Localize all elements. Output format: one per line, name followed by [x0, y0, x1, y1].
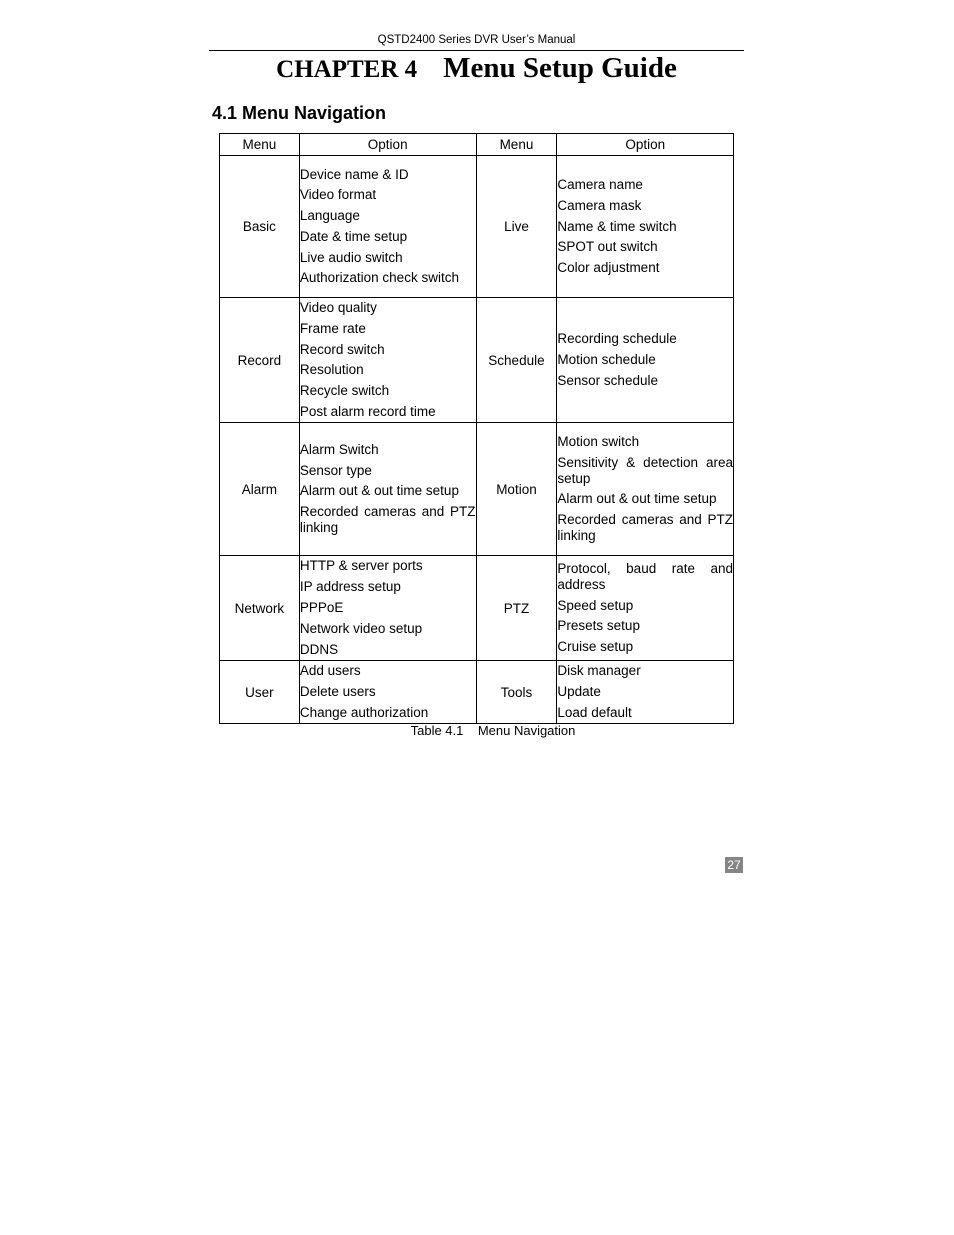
- option-item: Cruise setup: [557, 639, 634, 655]
- option-item: Sensor schedule: [557, 372, 658, 388]
- option-item: SPOT out switch: [557, 239, 658, 255]
- option-item: Sensitivity & detection area setup: [557, 454, 733, 486]
- option-item: Speed setup: [557, 597, 634, 613]
- option-item: Load default: [557, 704, 632, 720]
- menu-name: Live: [476, 156, 557, 298]
- menu-name: Tools: [476, 661, 557, 724]
- option-item: Sensor type: [299, 462, 372, 478]
- option-list: [299, 156, 476, 298]
- menu-name: Network: [220, 556, 300, 661]
- table-row: [220, 156, 734, 298]
- table-row: [220, 423, 734, 556]
- menu-name: Motion: [476, 423, 557, 556]
- option-item: Frame rate: [299, 320, 366, 336]
- table-row: [220, 661, 734, 724]
- option-item: Alarm out & out time setup: [299, 483, 459, 499]
- column-header: Option: [557, 134, 734, 156]
- option-list: [557, 556, 734, 661]
- option-item: Delete users: [299, 684, 376, 699]
- menu-name: Alarm: [220, 423, 300, 556]
- option-item: Live audio switch: [299, 249, 403, 265]
- option-item: Recording schedule: [557, 331, 677, 347]
- option-list: [299, 556, 476, 661]
- option-list: [557, 298, 734, 423]
- option-item: Recorded cameras and PTZ linking: [299, 504, 476, 536]
- section-title: 4.1 Menu Navigation: [212, 103, 387, 123]
- chapter-number: CHAPTER 4: [276, 56, 418, 83]
- option-item: Authorization check switch: [299, 270, 459, 286]
- option-item: Network video setup: [299, 620, 423, 636]
- option-item: Presets setup: [557, 618, 640, 634]
- option-item: IP address setup: [299, 579, 401, 595]
- option-item: Color adjustment: [557, 260, 660, 276]
- option-item: PPPoE: [299, 600, 344, 615]
- option-item: Add users: [299, 663, 361, 679]
- option-item: HTTP & server ports: [299, 558, 423, 574]
- option-item: Alarm Switch: [299, 441, 379, 457]
- option-item: Disk manager: [557, 663, 641, 679]
- option-item: Date & time setup: [299, 228, 408, 244]
- column-header: Menu: [220, 134, 300, 156]
- chapter-title: [209, 52, 744, 85]
- table-row: [220, 556, 734, 661]
- option-item: Alarm out & out time setup: [557, 491, 717, 507]
- option-item: Change authorization: [299, 704, 429, 720]
- page-number: 27: [725, 857, 743, 873]
- option-item: Video quality: [299, 300, 377, 315]
- chapter-name: Menu Setup Guide: [443, 52, 677, 84]
- column-header: Option: [299, 134, 476, 156]
- option-list: [299, 298, 476, 423]
- column-header: Menu: [476, 134, 557, 156]
- option-item: Camera mask: [557, 197, 642, 213]
- option-item: Device name & ID: [299, 166, 409, 182]
- menu-navigation-table: [219, 133, 734, 724]
- table-header-row: [220, 134, 734, 156]
- option-list: [299, 661, 476, 724]
- menu-name: Schedule: [476, 298, 557, 423]
- option-item: Language: [299, 208, 360, 224]
- option-item: Update: [557, 684, 601, 699]
- menu-name: User: [220, 661, 300, 724]
- option-list: [557, 661, 734, 724]
- option-item: Name & time switch: [557, 218, 677, 234]
- option-item: Camera name: [557, 176, 643, 192]
- header-rule: [209, 50, 744, 51]
- menu-name: PTZ: [476, 556, 557, 661]
- table-row: [220, 298, 734, 423]
- option-item: Recorded cameras and PTZ linking: [557, 512, 733, 544]
- option-item: Post alarm record time: [299, 403, 436, 419]
- option-list: [557, 156, 734, 298]
- option-item: Video format: [299, 187, 377, 203]
- option-item: Motion switch: [557, 433, 640, 449]
- menu-name: Record: [220, 298, 300, 423]
- option-item: Resolution: [299, 362, 364, 378]
- option-item: Protocol, baud rate and address: [557, 560, 733, 592]
- menu-name: Basic: [220, 156, 300, 298]
- option-item: DDNS: [299, 641, 339, 657]
- running-header: QSTD2400 Series DVR User’s Manual: [377, 34, 576, 46]
- option-list: [557, 423, 734, 556]
- table-caption: Table 4.1 Menu Navigation: [410, 723, 576, 738]
- option-item: Record switch: [299, 341, 385, 357]
- option-item: Motion schedule: [557, 352, 656, 367]
- option-item: Recycle switch: [299, 383, 390, 399]
- option-list: [299, 423, 476, 556]
